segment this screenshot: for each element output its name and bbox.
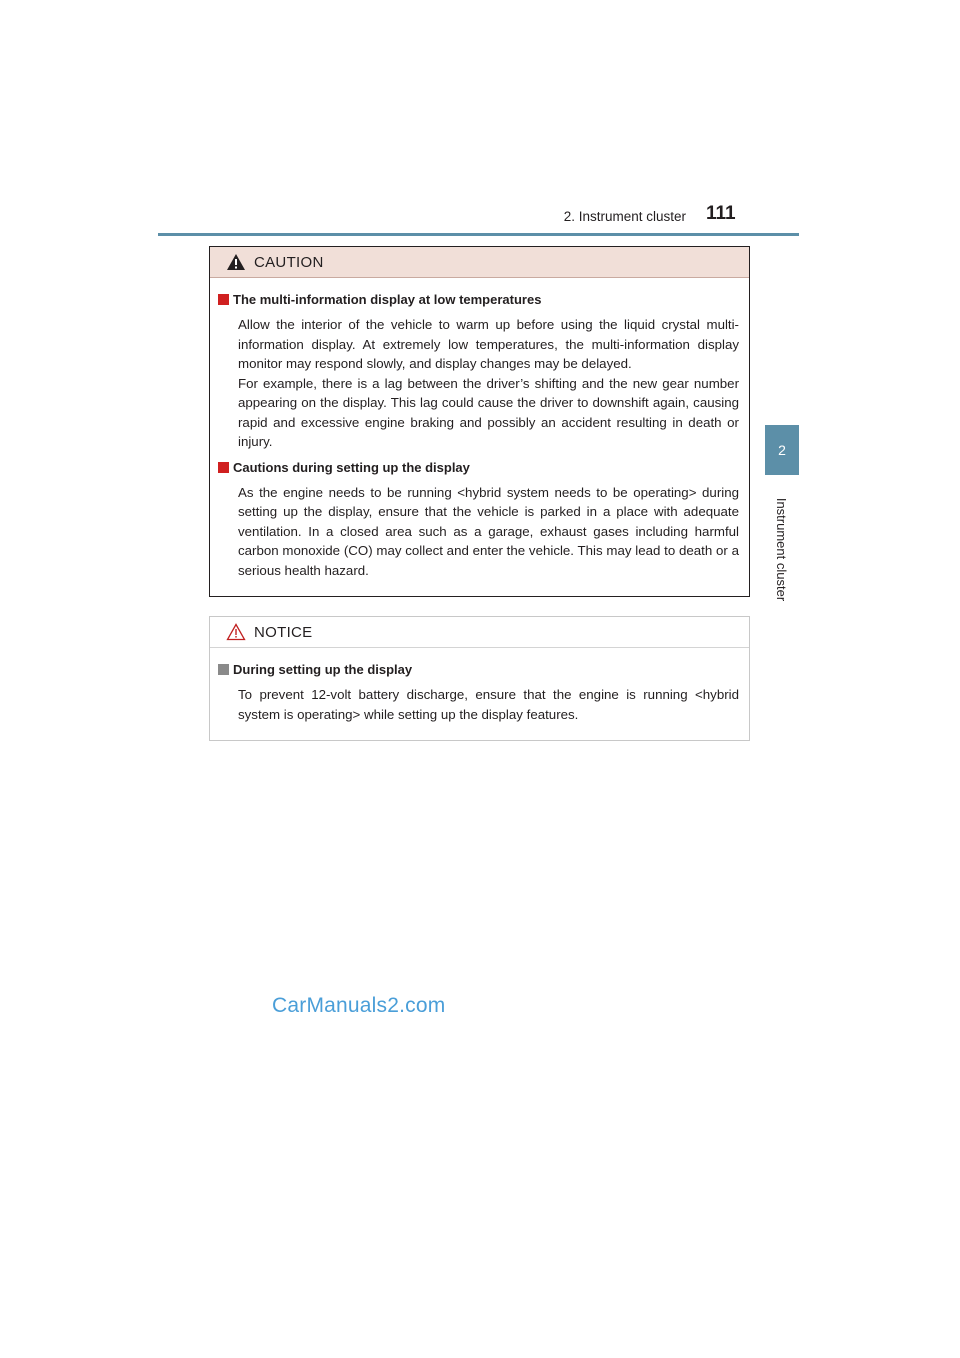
caution-item-title-text: Cautions during setting up the display (233, 459, 470, 475)
chapter-number: 2 (778, 442, 786, 458)
notice-header (210, 617, 749, 648)
caution-item-title (218, 460, 739, 475)
caution-item-title (218, 292, 739, 307)
notice-box (209, 616, 750, 741)
chapter-label: Instrument cluster (774, 497, 790, 601)
notice-heading: NOTICE (254, 623, 313, 641)
chapter-label-container (772, 490, 792, 608)
notice-paragraph: To prevent 12-volt battery discharge, ensure that the engine is running <hybrid system is operating> while setting up the display features. (238, 687, 739, 722)
caution-box (209, 246, 750, 597)
square-bullet-icon (218, 664, 229, 675)
caution-paragraph: For example, there is a lag between the driver’s shifting and the new gear number appearing on the display. This lag could cause the driver to downshift again, causing rapid and excessive engine braking and possibly an accident resulting in death or injury. (238, 375, 739, 449)
warning-triangle-outline-icon (226, 623, 246, 641)
caution-header (210, 247, 749, 278)
header-rule (158, 233, 799, 236)
chapter-tab (765, 425, 799, 475)
warning-triangle-filled-icon (226, 253, 246, 271)
caution-paragraph: Allow the interior of the vehicle to warm up before using the liquid crystal multi-information display. At extremely low temperatures, the multi-information display monitor may respond slowly, and display changes may be delayed. (238, 317, 739, 371)
notice-item-title-text: During setting up the display (233, 662, 413, 677)
square-bullet-icon (218, 462, 229, 473)
page-number: 111 (706, 203, 736, 224)
caution-paragraph: As the engine needs to be running <hybrid system needs to be operating> during setting up the display, ensure that the vehicle is parked in a place with adequate ventilation. In a closed area such as a garage, exhaust gases including harmful carbon monoxide (CO) may collect and enter the vehicle. This may lead to death or a serious health hazard. (238, 484, 739, 578)
section-title: 2. Instrument cluster (563, 209, 686, 224)
notice-body (210, 648, 749, 724)
caution-heading: CAUTION (254, 253, 324, 271)
caution-item-title-text: The multi-information display at low temperatures (233, 292, 542, 307)
square-bullet-icon (218, 294, 229, 305)
notice-item-title (218, 662, 739, 677)
caution-body (210, 278, 749, 580)
watermark: CarManuals2.com (272, 994, 446, 1017)
